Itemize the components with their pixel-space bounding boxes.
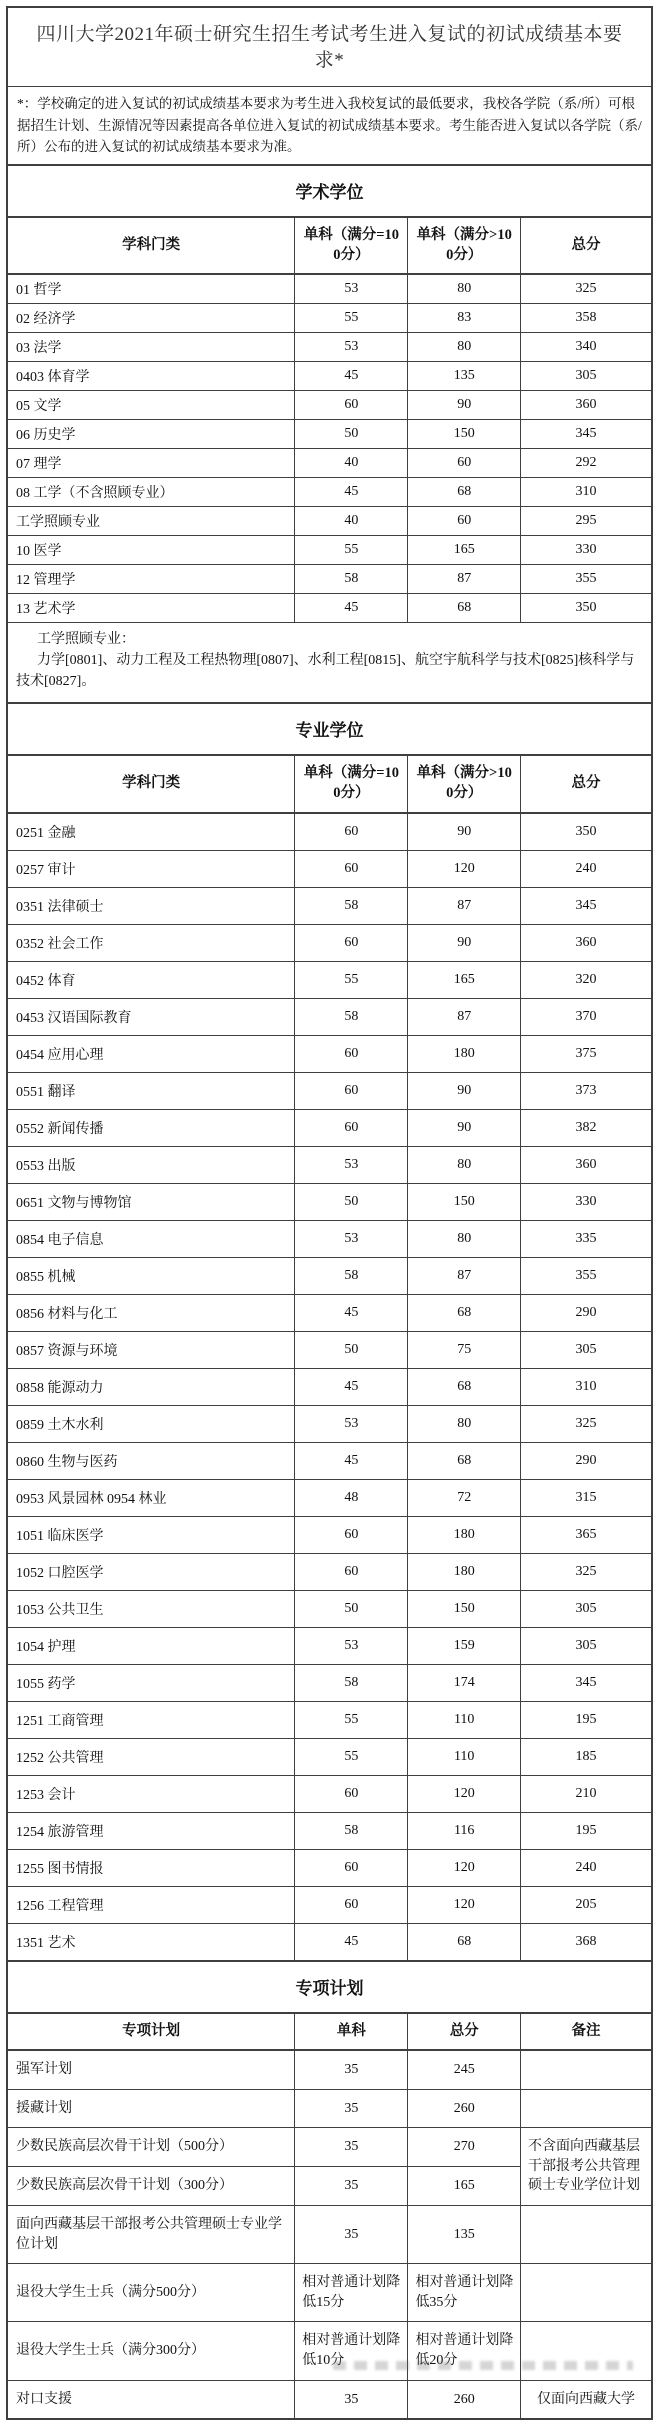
row-value-cell: 48 — [295, 1479, 408, 1516]
row-value-cell: 60 — [295, 1849, 408, 1886]
row-value-cell: 55 — [295, 1738, 408, 1775]
row-value-cell: 90 — [408, 924, 521, 961]
row-value-cell: 382 — [520, 1109, 651, 1146]
row-value-cell: 80 — [408, 333, 521, 362]
row-value-cell: 80 — [408, 1220, 521, 1257]
row-value-cell: 45 — [295, 478, 408, 507]
row-label-cell: 0551 翻译 — [8, 1072, 295, 1109]
row-value-cell — [520, 2264, 651, 2322]
row-label-cell: 01 哲学 — [8, 274, 295, 304]
row-value-cell: 330 — [520, 536, 651, 565]
row-value-cell: 305 — [520, 1331, 651, 1368]
row-value-cell: 305 — [520, 362, 651, 391]
row-value-cell: 60 — [295, 813, 408, 851]
row-label-cell: 0352 社会工作 — [8, 924, 295, 961]
row-value-cell: 90 — [408, 813, 521, 851]
row-value-cell: 60 — [295, 1553, 408, 1590]
row-value-cell: 50 — [295, 1331, 408, 1368]
row-value-cell: 68 — [408, 1923, 521, 1960]
table-row — [8, 1775, 651, 1812]
row-label-cell: 0452 体育 — [8, 961, 295, 998]
row-value-cell: 320 — [520, 961, 651, 998]
row-value-cell: 150 — [408, 420, 521, 449]
row-label-cell: 0856 材料与化工 — [8, 1294, 295, 1331]
row-label-cell: 1251 工商管理 — [8, 1701, 295, 1738]
table-row — [8, 1812, 651, 1849]
row-value-cell: 45 — [295, 1442, 408, 1479]
row-value-cell: 325 — [520, 1405, 651, 1442]
table-row — [8, 2089, 651, 2128]
row-value-cell: 135 — [408, 362, 521, 391]
row-value-cell: 35 — [295, 2206, 408, 2264]
table-row — [8, 2050, 651, 2089]
row-value-cell: 50 — [295, 1590, 408, 1627]
row-value-cell: 45 — [295, 362, 408, 391]
table-row — [8, 391, 651, 420]
row-label-cell: 1255 图书情报 — [8, 1849, 295, 1886]
row-value-cell: 50 — [295, 420, 408, 449]
row-value-cell: 340 — [520, 333, 651, 362]
row-value-cell: 68 — [408, 1442, 521, 1479]
row-value-cell: 90 — [408, 1109, 521, 1146]
section-title-special: 专项计划 — [8, 1960, 651, 2014]
row-label-cell: 0553 出版 — [8, 1146, 295, 1183]
row-value-cell: 120 — [408, 1886, 521, 1923]
column-header-single-100: 单科（满分=100分） — [295, 756, 408, 812]
row-value-cell: 35 — [295, 2167, 408, 2206]
table-row — [8, 1442, 651, 1479]
table-row — [8, 565, 651, 594]
row-value-cell: 60 — [295, 1109, 408, 1146]
special-plan-table — [8, 2014, 651, 2419]
header-row — [8, 756, 651, 812]
row-value-cell: 310 — [520, 1368, 651, 1405]
engineering-priority-note-title: 工学照顾专业： — [37, 632, 135, 648]
table-row — [8, 304, 651, 333]
row-value-cell: 55 — [295, 536, 408, 565]
row-value-cell: 58 — [295, 1664, 408, 1701]
row-value-cell: 245 — [408, 2050, 521, 2089]
table-row — [8, 924, 651, 961]
table-row — [8, 1035, 651, 1072]
table-row — [8, 1220, 651, 1257]
row-value-cell — [520, 2206, 651, 2264]
row-value-cell: 50 — [295, 1183, 408, 1220]
row-value-cell: 195 — [520, 1701, 651, 1738]
table-row — [8, 536, 651, 565]
row-value-cell: 53 — [295, 1627, 408, 1664]
table-row — [8, 1701, 651, 1738]
row-value-cell: 55 — [295, 961, 408, 998]
row-label-cell: 1053 公共卫生 — [8, 1590, 295, 1627]
row-value-cell: 60 — [408, 449, 521, 478]
row-value-cell: 68 — [408, 478, 521, 507]
row-value-cell: 45 — [295, 594, 408, 623]
table-row — [8, 507, 651, 536]
row-label-cell: 1256 工程管理 — [8, 1886, 295, 1923]
row-value-cell: 45 — [295, 1368, 408, 1405]
table-row — [8, 2380, 651, 2418]
row-value-cell: 116 — [408, 1812, 521, 1849]
row-value-cell: 180 — [408, 1035, 521, 1072]
table-row — [8, 813, 651, 851]
row-value-cell: 360 — [520, 391, 651, 420]
row-value-cell: 290 — [520, 1442, 651, 1479]
row-label-cell: 0651 文物与博物馆 — [8, 1183, 295, 1220]
row-value-cell: 83 — [408, 304, 521, 333]
row-label-cell: 援藏计划 — [8, 2089, 295, 2128]
table-row — [8, 1627, 651, 1664]
column-header-total: 总分 — [408, 2014, 521, 2051]
row-label-cell: 0859 土木水利 — [8, 1405, 295, 1442]
row-label-cell: 面向西藏基层干部报考公共管理硕士专业学位计划 — [8, 2206, 295, 2264]
table-row — [8, 420, 651, 449]
table-row — [8, 1294, 651, 1331]
table-row — [8, 449, 651, 478]
table-row — [8, 1183, 651, 1220]
professional-degree-table — [8, 756, 651, 1959]
row-label-cell: 08 工学（不含照顾专业） — [8, 478, 295, 507]
row-value-cell: 330 — [520, 1183, 651, 1220]
row-value-cell: 53 — [295, 1146, 408, 1183]
row-value-cell: 174 — [408, 1664, 521, 1701]
table-row — [8, 1923, 651, 1960]
row-value-cell: 80 — [408, 274, 521, 304]
row-value-cell: 165 — [408, 536, 521, 565]
row-value-cell: 368 — [520, 1923, 651, 1960]
row-label-cell: 13 艺术学 — [8, 594, 295, 623]
row-label-cell: 1052 口腔医学 — [8, 1553, 295, 1590]
column-header-single-100: 单科（满分=100分） — [295, 218, 408, 274]
row-value-cell: 53 — [295, 1220, 408, 1257]
row-value-cell: 58 — [295, 1257, 408, 1294]
column-header-category: 学科门类 — [8, 756, 295, 812]
header-row — [8, 218, 651, 274]
row-value-cell: 292 — [520, 449, 651, 478]
row-value-cell: 210 — [520, 1775, 651, 1812]
table-row — [8, 998, 651, 1035]
table-row — [8, 1331, 651, 1368]
row-value-cell: 195 — [520, 1812, 651, 1849]
column-header-single: 单科 — [295, 2014, 408, 2051]
row-value-cell: 150 — [408, 1183, 521, 1220]
table-row — [8, 1664, 651, 1701]
row-value-cell: 270 — [408, 2128, 521, 2167]
row-value-cell: 110 — [408, 1701, 521, 1738]
row-label-cell: 少数民族高层次骨干计划（300分） — [8, 2167, 295, 2206]
row-label-cell: 10 医学 — [8, 536, 295, 565]
row-value-cell: 260 — [408, 2089, 521, 2128]
table-row — [8, 274, 651, 304]
table-row — [8, 1553, 651, 1590]
row-label-cell: 0453 汉语国际教育 — [8, 998, 295, 1035]
row-value-cell: 相对普通计划降低15分 — [295, 2264, 408, 2322]
table-row — [8, 887, 651, 924]
row-label-cell: 对口支援 — [8, 2380, 295, 2418]
row-value-cell: 373 — [520, 1072, 651, 1109]
row-value-cell: 相对普通计划降低35分 — [408, 2264, 521, 2322]
engineering-priority-note-body: 力学[0801]、动力工程及工程热物理[0807]、水利工程[0815]、航空宇航科学与技术[0825]核科学与技术[0827]。 — [16, 653, 635, 690]
row-label-cell: 12 管理学 — [8, 565, 295, 594]
row-value-cell: 355 — [520, 1257, 651, 1294]
table-row — [8, 1146, 651, 1183]
row-label-cell: 07 理学 — [8, 449, 295, 478]
row-value-cell: 310 — [520, 478, 651, 507]
row-value-cell: 335 — [520, 1220, 651, 1257]
row-value-cell: 60 — [295, 1886, 408, 1923]
row-value-cell: 相对普通计划降低10分 — [295, 2322, 408, 2380]
row-value-cell: 53 — [295, 1405, 408, 1442]
row-label-cell: 少数民族高层次骨干计划（500分） — [8, 2128, 295, 2167]
row-value-cell: 345 — [520, 420, 651, 449]
row-value-cell — [520, 2322, 651, 2380]
row-value-cell: 180 — [408, 1553, 521, 1590]
row-value-cell: 45 — [295, 1294, 408, 1331]
row-label-cell: 0953 风景园林 0954 林业 — [8, 1479, 295, 1516]
table-row — [8, 1257, 651, 1294]
row-value-cell: 295 — [520, 507, 651, 536]
row-value-cell: 53 — [295, 274, 408, 304]
row-value-cell: 315 — [520, 1479, 651, 1516]
table-row — [8, 2128, 651, 2167]
row-label-cell: 0855 机械 — [8, 1257, 295, 1294]
table-row — [8, 333, 651, 362]
row-label-cell: 1051 临床医学 — [8, 1516, 295, 1553]
row-value-cell: 相对普通计划降低20分 — [408, 2322, 521, 2380]
row-value-cell: 180 — [408, 1516, 521, 1553]
row-label-cell: 0552 新闻传播 — [8, 1109, 295, 1146]
column-header-plan: 专项计划 — [8, 2014, 295, 2051]
row-value-cell: 80 — [408, 1405, 521, 1442]
row-value-cell: 58 — [295, 887, 408, 924]
table-row — [8, 2264, 651, 2322]
row-label-cell: 0854 电子信息 — [8, 1220, 295, 1257]
row-value-cell: 305 — [520, 1590, 651, 1627]
row-value-cell: 68 — [408, 1294, 521, 1331]
academic-degree-table — [8, 218, 651, 702]
row-value-cell: 58 — [295, 1812, 408, 1849]
row-label-cell: 03 法学 — [8, 333, 295, 362]
row-value-cell: 120 — [408, 850, 521, 887]
row-label-cell: 0454 应用心理 — [8, 1035, 295, 1072]
column-header-single-gt100: 单科（满分>100分） — [408, 756, 521, 812]
row-label-cell: 0251 金融 — [8, 813, 295, 851]
row-value-cell: 60 — [295, 924, 408, 961]
table-row — [8, 1109, 651, 1146]
table-row — [8, 1738, 651, 1775]
row-value-cell: 35 — [295, 2380, 408, 2418]
row-label-cell: 02 经济学 — [8, 304, 295, 333]
column-header-category: 学科门类 — [8, 218, 295, 274]
row-value-cell: 58 — [295, 565, 408, 594]
row-value-cell: 53 — [295, 333, 408, 362]
row-value-cell: 60 — [295, 1035, 408, 1072]
row-value-cell: 90 — [408, 1072, 521, 1109]
row-value-cell: 仅面向西藏大学 — [520, 2380, 651, 2418]
row-value-cell: 205 — [520, 1886, 651, 1923]
table-row — [8, 2322, 651, 2380]
row-value-cell: 80 — [408, 1146, 521, 1183]
row-value-cell: 150 — [408, 1590, 521, 1627]
table-row — [8, 2206, 651, 2264]
table-row — [8, 1590, 651, 1627]
row-value-cell: 358 — [520, 304, 651, 333]
row-value-cell: 60 — [295, 1516, 408, 1553]
row-value-cell: 240 — [520, 850, 651, 887]
row-value-cell: 60 — [408, 507, 521, 536]
row-label-cell: 1351 艺术 — [8, 1923, 295, 1960]
column-header-total: 总分 — [520, 218, 651, 274]
row-value-cell: 72 — [408, 1479, 521, 1516]
row-value-cell: 325 — [520, 1553, 651, 1590]
row-value-cell: 35 — [295, 2050, 408, 2089]
asterisk-note: *：学校确定的进入复试的初试成绩基本要求为考生进入我校复试的最低要求，我校各学院（系/所）可根据招生计划、生源情况等因素提高各单位进入复试的初试成绩基本要求。考生能否进入复试以各学院（系/所）公布的进入复试的初试成绩基本要求为准。 — [8, 86, 651, 164]
row-value-cell: 87 — [408, 998, 521, 1035]
row-label-cell: 退役大学生士兵（满分500分） — [8, 2264, 295, 2322]
column-header-single-gt100: 单科（满分>100分） — [408, 218, 521, 274]
row-value-cell: 58 — [295, 998, 408, 1035]
row-value-cell: 35 — [295, 2128, 408, 2167]
row-value-cell: 355 — [520, 565, 651, 594]
row-label-cell: 0403 体育学 — [8, 362, 295, 391]
engineering-priority-note-row — [8, 623, 651, 703]
row-value-cell: 35 — [295, 2089, 408, 2128]
row-value-cell: 360 — [520, 1146, 651, 1183]
row-value-cell: 360 — [520, 924, 651, 961]
row-value-cell — [520, 2089, 651, 2128]
row-label-cell: 0857 资源与环境 — [8, 1331, 295, 1368]
row-value-cell: 185 — [520, 1738, 651, 1775]
row-label-cell: 06 历史学 — [8, 420, 295, 449]
row-value-cell: 240 — [520, 1849, 651, 1886]
row-label-cell: 0257 审计 — [8, 850, 295, 887]
row-value-cell: 87 — [408, 565, 521, 594]
table-row — [8, 362, 651, 391]
row-value-cell: 120 — [408, 1849, 521, 1886]
row-value-cell: 68 — [408, 1368, 521, 1405]
table-row — [8, 850, 651, 887]
row-value-cell: 345 — [520, 1664, 651, 1701]
section-title-academic: 学术学位 — [8, 164, 651, 218]
row-value-cell: 45 — [295, 1923, 408, 1960]
row-value-cell: 60 — [295, 1072, 408, 1109]
row-label-cell: 工学照顾专业 — [8, 507, 295, 536]
column-header-total: 总分 — [520, 756, 651, 812]
table-row — [8, 1479, 651, 1516]
row-value-cell: 不含面向西藏基层干部报考公共管理硕士专业学位计划 — [520, 2128, 651, 2206]
section-title-professional: 专业学位 — [8, 702, 651, 756]
page-title: 四川大学2021年硕士研究生招生考试考生进入复试的初试成绩基本要求* — [36, 24, 623, 71]
table-row — [8, 1849, 651, 1886]
table-row — [8, 1368, 651, 1405]
document — [6, 6, 653, 2420]
row-value-cell: 365 — [520, 1516, 651, 1553]
row-label-cell: 强军计划 — [8, 2050, 295, 2089]
row-value-cell: 60 — [295, 1775, 408, 1812]
table-row — [8, 1072, 651, 1109]
table-row — [8, 1405, 651, 1442]
row-value-cell: 260 — [408, 2380, 521, 2418]
row-value-cell: 305 — [520, 1627, 651, 1664]
row-label-cell: 退役大学生士兵（满分300分） — [8, 2322, 295, 2380]
engineering-priority-note — [8, 623, 651, 703]
row-value-cell: 87 — [408, 887, 521, 924]
header-row — [8, 2014, 651, 2051]
row-label-cell: 1054 护理 — [8, 1627, 295, 1664]
row-value-cell: 165 — [408, 961, 521, 998]
row-value-cell: 40 — [295, 507, 408, 536]
table-row — [8, 478, 651, 507]
table-row — [8, 1886, 651, 1923]
row-value-cell: 75 — [408, 1331, 521, 1368]
row-label-cell: 05 文学 — [8, 391, 295, 420]
column-header-remark: 备注 — [520, 2014, 651, 2051]
row-value-cell: 87 — [408, 1257, 521, 1294]
row-value-cell: 40 — [295, 449, 408, 478]
row-value-cell: 350 — [520, 594, 651, 623]
row-value-cell: 135 — [408, 2206, 521, 2264]
row-value-cell: 90 — [408, 391, 521, 420]
row-value-cell: 325 — [520, 274, 651, 304]
row-value-cell: 60 — [295, 391, 408, 420]
row-label-cell: 1254 旅游管理 — [8, 1812, 295, 1849]
table-row — [8, 961, 651, 998]
row-value-cell — [520, 2050, 651, 2089]
row-value-cell: 159 — [408, 1627, 521, 1664]
row-value-cell: 120 — [408, 1775, 521, 1812]
row-label-cell: 1253 会计 — [8, 1775, 295, 1812]
row-value-cell: 375 — [520, 1035, 651, 1072]
row-value-cell: 55 — [295, 304, 408, 333]
row-value-cell: 55 — [295, 1701, 408, 1738]
row-value-cell: 68 — [408, 594, 521, 623]
table-row — [8, 594, 651, 623]
row-value-cell: 345 — [520, 887, 651, 924]
row-value-cell: 370 — [520, 998, 651, 1035]
row-label-cell: 0351 法律硕士 — [8, 887, 295, 924]
row-value-cell: 110 — [408, 1738, 521, 1775]
row-value-cell: 60 — [295, 850, 408, 887]
row-label-cell: 0860 生物与医药 — [8, 1442, 295, 1479]
row-value-cell: 290 — [520, 1294, 651, 1331]
row-label-cell: 0858 能源动力 — [8, 1368, 295, 1405]
row-label-cell: 1252 公共管理 — [8, 1738, 295, 1775]
row-label-cell: 1055 药学 — [8, 1664, 295, 1701]
row-value-cell: 350 — [520, 813, 651, 851]
table-row — [8, 1516, 651, 1553]
row-value-cell: 165 — [408, 2167, 521, 2206]
